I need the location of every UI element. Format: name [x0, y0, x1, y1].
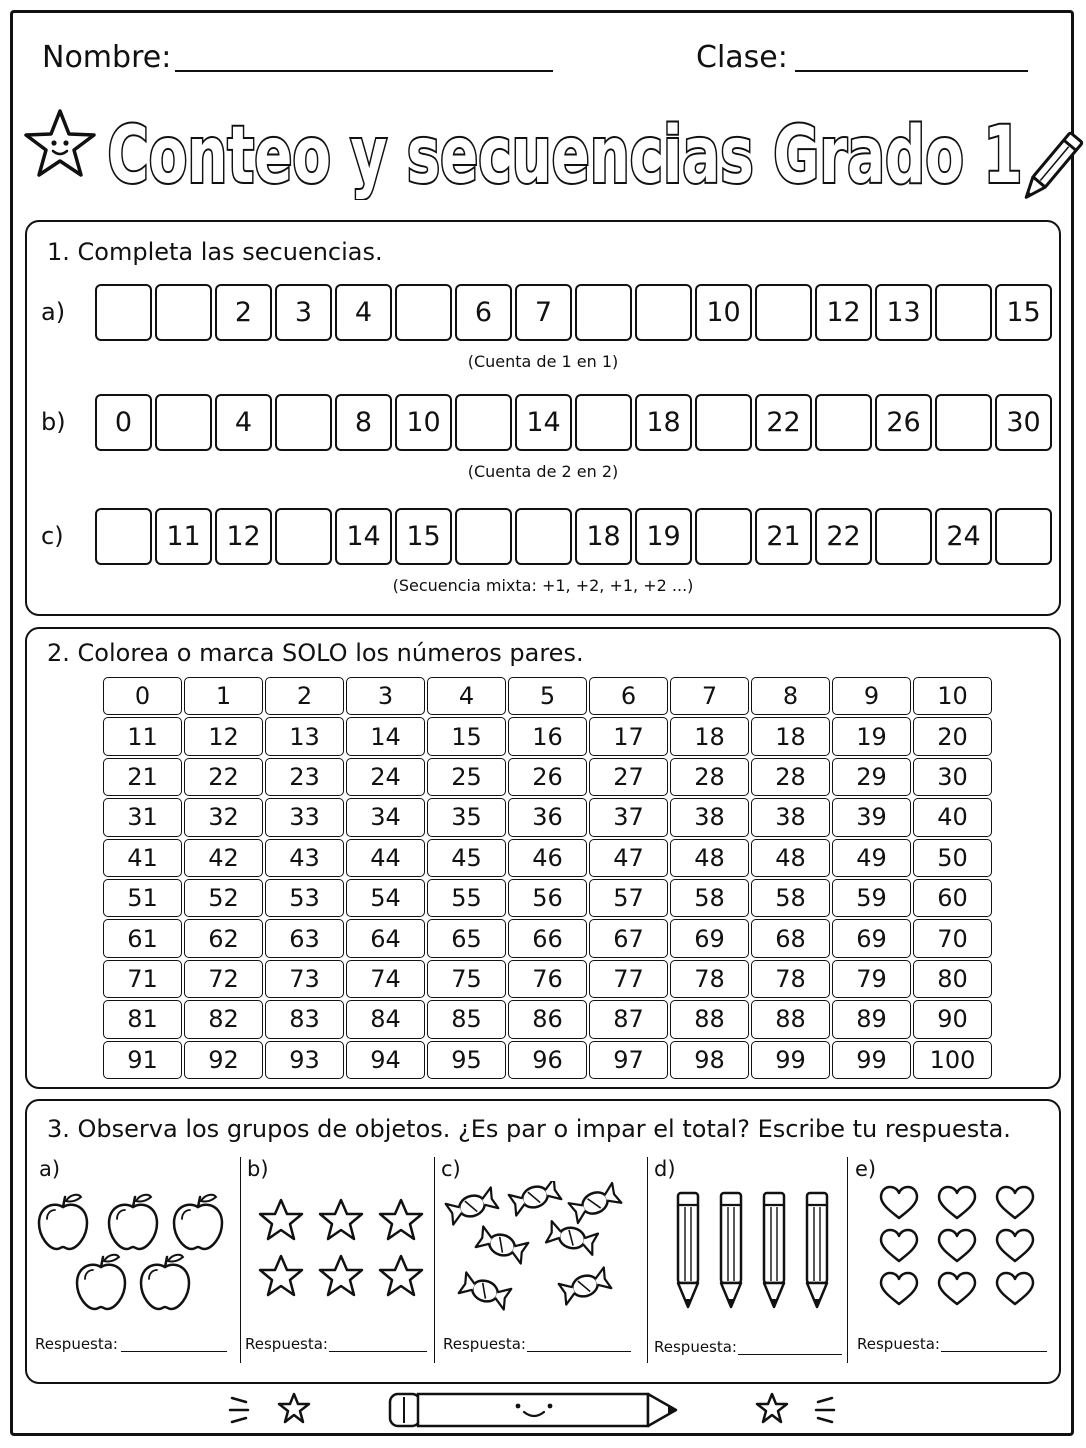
number-cell[interactable]: 30	[913, 758, 992, 796]
number-cell[interactable]: 88	[751, 1000, 830, 1038]
number-cell[interactable]: 61	[103, 919, 182, 957]
group-c	[435, 1153, 645, 1368]
group-a	[33, 1153, 238, 1368]
number-cell[interactable]: 41	[103, 839, 182, 877]
svg-text:Conteo y secuencias Grado 1: Conteo y secuencias Grado 1	[107, 111, 1023, 200]
number-cell[interactable]: 69	[832, 919, 911, 957]
number-cell[interactable]: 84	[346, 1000, 425, 1038]
sequence-box: 0	[95, 394, 152, 451]
number-cell[interactable]: 23	[265, 758, 344, 796]
sequence-hint: (Cuenta de 1 en 1)	[467, 352, 619, 371]
number-cell[interactable]: 90	[913, 1000, 992, 1038]
sequence-box[interactable]	[155, 284, 212, 341]
apple-icon	[174, 1195, 222, 1249]
smiling-star-icon	[20, 105, 100, 185]
class-label: Clase:	[696, 40, 788, 75]
number-cell[interactable]: 44	[346, 839, 425, 877]
answer-line[interactable]	[738, 1354, 842, 1355]
sequence-box: 14	[515, 394, 572, 451]
heart-group	[849, 1181, 1059, 1331]
star-icon	[757, 1394, 787, 1422]
number-cell[interactable]: 79	[832, 960, 911, 998]
section-sequences	[25, 220, 1061, 616]
pencil-icon	[807, 1193, 827, 1307]
number-cell[interactable]: 52	[184, 879, 263, 917]
number-cell[interactable]: 46	[508, 839, 587, 877]
number-cell[interactable]: 69	[670, 919, 749, 957]
heart-icon	[881, 1230, 917, 1261]
number-cell[interactable]: 96	[508, 1041, 587, 1079]
sequence-box: 12	[215, 508, 272, 565]
sequence-box: 19	[635, 508, 692, 565]
number-cell[interactable]: 57	[589, 879, 668, 917]
number-cell[interactable]: 24	[346, 758, 425, 796]
number-cell[interactable]: 100	[913, 1041, 992, 1079]
number-cell[interactable]: 55	[427, 879, 506, 917]
answer-line[interactable]	[941, 1351, 1047, 1352]
answer-line[interactable]	[329, 1351, 427, 1352]
sequence-box[interactable]	[875, 508, 932, 565]
number-cell[interactable]: 11	[103, 717, 182, 755]
number-cell[interactable]: 15	[427, 717, 506, 755]
sequence-box: 13	[875, 284, 932, 341]
sequence-box[interactable]	[95, 508, 152, 565]
sequence-box: 12	[815, 284, 872, 341]
apple-icon	[39, 1195, 87, 1249]
sequence-boxes	[95, 284, 1052, 341]
heart-icon	[881, 1187, 917, 1218]
sequence-label: b)	[41, 408, 66, 436]
number-cell[interactable]: 9	[832, 677, 911, 715]
class-answer-line[interactable]	[795, 70, 1028, 72]
sequence-box[interactable]	[455, 508, 512, 565]
star-icon	[380, 1200, 422, 1239]
number-cell[interactable]: 71	[103, 960, 182, 998]
answer-label: Respuesta:	[654, 1338, 737, 1356]
number-cell[interactable]: 21	[103, 758, 182, 796]
apple-group	[33, 1181, 233, 1331]
answer-label: Respuesta:	[245, 1335, 328, 1353]
sequence-box[interactable]	[575, 394, 632, 451]
sequence-box[interactable]	[455, 394, 512, 451]
pencil-icon	[1012, 126, 1086, 212]
number-cell[interactable]: 97	[589, 1041, 668, 1079]
number-cell[interactable]: 48	[751, 839, 830, 877]
sequence-row-a	[41, 284, 1051, 344]
star-icon	[320, 1200, 362, 1239]
number-cell[interactable]: 75	[427, 960, 506, 998]
candy-icon	[476, 1226, 529, 1263]
sequence-box[interactable]	[275, 508, 332, 565]
sequence-hint: (Cuenta de 2 en 2)	[467, 462, 619, 481]
sequence-box[interactable]	[395, 284, 452, 341]
number-cell[interactable]: 7	[670, 677, 749, 715]
candy-icon	[509, 1181, 562, 1216]
sequence-box: 18	[635, 394, 692, 451]
number-cell[interactable]: 49	[832, 839, 911, 877]
number-cell[interactable]: 48	[670, 839, 749, 877]
group-b	[241, 1153, 433, 1368]
motion-lines-icon	[816, 1398, 834, 1422]
number-cell[interactable]: 12	[184, 717, 263, 755]
number-cell[interactable]: 91	[103, 1041, 182, 1079]
section-title: 3. Observa los grupos de objetos. ¿Es par o impar el total? Escribe tu respuesta.	[47, 1115, 1011, 1143]
sequence-hint: (Secuencia mixta: +1, +2, +1, +2 ...)	[392, 576, 694, 595]
pencil-group	[648, 1181, 846, 1331]
number-cell[interactable]: 20	[913, 717, 992, 755]
number-cell[interactable]: 4	[427, 677, 506, 715]
sequence-box: 4	[335, 284, 392, 341]
number-cell[interactable]: 35	[427, 798, 506, 836]
number-cell[interactable]: 19	[832, 717, 911, 755]
sequence-box: 10	[695, 284, 752, 341]
sequence-box: 30	[995, 394, 1052, 451]
number-cell[interactable]: 99	[751, 1041, 830, 1079]
number-cell[interactable]: 72	[184, 960, 263, 998]
number-cell[interactable]: 62	[184, 919, 263, 957]
number-cell[interactable]: 25	[427, 758, 506, 796]
number-cell[interactable]: 38	[751, 798, 830, 836]
star-group	[241, 1181, 431, 1331]
number-cell[interactable]: 58	[751, 879, 830, 917]
answer-label: Respuesta:	[857, 1335, 940, 1353]
heart-icon	[997, 1273, 1033, 1304]
pencil-icon	[764, 1193, 784, 1307]
star-icon	[260, 1256, 302, 1295]
number-cell[interactable]: 78	[670, 960, 749, 998]
candy-icon	[559, 1267, 612, 1304]
sequence-box[interactable]	[95, 284, 152, 341]
sequence-box[interactable]	[695, 394, 752, 451]
sequence-box: 22	[755, 394, 812, 451]
number-cell[interactable]: 18	[670, 717, 749, 755]
number-cell[interactable]: 16	[508, 717, 587, 755]
star-icon	[380, 1256, 422, 1295]
number-cell[interactable]: 14	[346, 717, 425, 755]
sequence-box: 7	[515, 284, 572, 341]
page-title	[100, 100, 1030, 200]
group-letter: b)	[247, 1157, 269, 1181]
sequence-box: 21	[755, 508, 812, 565]
answer-line[interactable]	[527, 1351, 631, 1352]
candy-icon	[569, 1183, 622, 1223]
number-cell[interactable]: 83	[265, 1000, 344, 1038]
sequence-box: 22	[815, 508, 872, 565]
number-cell[interactable]: 27	[589, 758, 668, 796]
group-letter: d)	[654, 1157, 676, 1181]
sequence-boxes	[95, 508, 1052, 565]
sequence-box: 10	[395, 394, 452, 451]
heart-icon	[939, 1230, 975, 1261]
number-cell[interactable]: 89	[832, 1000, 911, 1038]
number-cell[interactable]: 37	[589, 798, 668, 836]
sequence-box[interactable]	[935, 284, 992, 341]
number-cell[interactable]: 92	[184, 1041, 263, 1079]
number-cell[interactable]: 28	[751, 758, 830, 796]
sequence-box[interactable]	[995, 508, 1052, 565]
sequence-box[interactable]	[695, 508, 752, 565]
candy-icon	[446, 1187, 499, 1224]
star-icon	[279, 1394, 309, 1422]
heart-icon	[997, 1187, 1033, 1218]
candy-group	[435, 1181, 645, 1331]
sequence-box[interactable]	[755, 284, 812, 341]
number-cell[interactable]: 18	[751, 717, 830, 755]
number-cell[interactable]: 80	[913, 960, 992, 998]
number-cell[interactable]: 70	[913, 919, 992, 957]
number-cell[interactable]: 77	[589, 960, 668, 998]
name-label: Nombre:	[42, 40, 172, 75]
number-cell[interactable]: 5	[508, 677, 587, 715]
number-cell[interactable]: 65	[427, 919, 506, 957]
number-cell[interactable]: 51	[103, 879, 182, 917]
number-cell[interactable]: 86	[508, 1000, 587, 1038]
number-cell[interactable]: 3	[346, 677, 425, 715]
object-groups	[27, 1153, 1059, 1373]
apple-icon	[77, 1255, 125, 1309]
number-cell[interactable]: 60	[913, 879, 992, 917]
number-cell[interactable]: 64	[346, 919, 425, 957]
footer-decoration	[220, 1384, 860, 1436]
name-answer-line[interactable]	[175, 70, 553, 72]
heart-icon	[881, 1273, 917, 1304]
heart-icon	[939, 1187, 975, 1218]
number-cell[interactable]: 47	[589, 839, 668, 877]
section-title: 1. Completa las secuencias.	[47, 238, 383, 266]
answer-line[interactable]	[121, 1351, 227, 1352]
number-cell[interactable]: 68	[751, 919, 830, 957]
candy-icon	[546, 1221, 598, 1255]
number-cell[interactable]: 53	[265, 879, 344, 917]
number-cell[interactable]: 58	[670, 879, 749, 917]
sequence-box: 14	[335, 508, 392, 565]
group-e	[849, 1153, 1059, 1368]
number-cell[interactable]: 36	[508, 798, 587, 836]
number-cell[interactable]: 17	[589, 717, 668, 755]
heart-icon	[997, 1230, 1033, 1261]
number-cell[interactable]: 34	[346, 798, 425, 836]
sequence-box: 26	[875, 394, 932, 451]
number-cell[interactable]: 8	[751, 677, 830, 715]
number-cell[interactable]: 54	[346, 879, 425, 917]
candy-icon	[459, 1272, 512, 1309]
sequence-box: 4	[215, 394, 272, 451]
number-cell[interactable]: 6	[589, 677, 668, 715]
number-cell[interactable]: 32	[184, 798, 263, 836]
star-icon	[260, 1200, 302, 1239]
number-cell[interactable]: 13	[265, 717, 344, 755]
sequence-box[interactable]	[815, 394, 872, 451]
number-cell[interactable]: 74	[346, 960, 425, 998]
number-cell[interactable]: 67	[589, 919, 668, 957]
number-cell[interactable]: 10	[913, 677, 992, 715]
pencil-icon	[678, 1193, 698, 1307]
divider	[847, 1157, 848, 1363]
number-cell[interactable]: 98	[670, 1041, 749, 1079]
sequence-box[interactable]	[935, 394, 992, 451]
number-cell[interactable]: 40	[913, 798, 992, 836]
section-title: 2. Colorea o marca SOLO los números pares.	[47, 639, 584, 667]
sequence-box[interactable]	[515, 508, 572, 565]
number-grid	[103, 677, 992, 1079]
number-cell[interactable]: 56	[508, 879, 587, 917]
sequence-box: 15	[995, 284, 1052, 341]
sequence-box: 2	[215, 284, 272, 341]
section-odd-even-groups	[25, 1099, 1061, 1384]
number-cell[interactable]: 63	[265, 919, 344, 957]
answer-label: Respuesta:	[35, 1335, 118, 1353]
sequence-box: 8	[335, 394, 392, 451]
section-even-numbers	[25, 627, 1061, 1089]
number-cell[interactable]: 82	[184, 1000, 263, 1038]
sequence-box: 11	[155, 508, 212, 565]
number-cell[interactable]: 95	[427, 1041, 506, 1079]
number-cell[interactable]: 66	[508, 919, 587, 957]
number-cell[interactable]: 28	[670, 758, 749, 796]
group-letter: e)	[855, 1157, 877, 1181]
number-cell[interactable]: 78	[751, 960, 830, 998]
sequence-row-b	[41, 394, 1051, 454]
sequence-box[interactable]	[575, 284, 632, 341]
sequence-row-c	[41, 508, 1051, 568]
sequence-label: c)	[41, 522, 64, 550]
number-cell[interactable]: 0	[103, 677, 182, 715]
sequence-label: a)	[41, 298, 66, 326]
number-cell[interactable]: 26	[508, 758, 587, 796]
number-cell[interactable]: 81	[103, 1000, 182, 1038]
number-cell[interactable]: 42	[184, 839, 263, 877]
group-letter: c)	[441, 1157, 461, 1181]
number-cell[interactable]: 87	[589, 1000, 668, 1038]
group-d	[648, 1153, 846, 1368]
number-cell[interactable]: 85	[427, 1000, 506, 1038]
pencil-icon	[721, 1193, 741, 1307]
number-cell[interactable]: 59	[832, 879, 911, 917]
apple-icon	[109, 1195, 157, 1249]
smiling-pencil-icon	[390, 1394, 676, 1426]
sequence-box: 18	[575, 508, 632, 565]
sequence-box: 15	[395, 508, 452, 565]
sequence-box[interactable]	[155, 394, 212, 451]
number-cell[interactable]: 99	[832, 1041, 911, 1079]
number-cell[interactable]: 39	[832, 798, 911, 836]
sequence-box: 3	[275, 284, 332, 341]
number-cell[interactable]: 38	[670, 798, 749, 836]
sequence-box: 6	[455, 284, 512, 341]
sequence-box: 24	[935, 508, 992, 565]
number-cell[interactable]: 29	[832, 758, 911, 796]
number-cell[interactable]: 45	[427, 839, 506, 877]
number-cell[interactable]: 33	[265, 798, 344, 836]
number-cell[interactable]: 94	[346, 1041, 425, 1079]
apple-icon	[141, 1255, 189, 1309]
group-letter: a)	[39, 1157, 61, 1181]
star-icon	[320, 1256, 362, 1295]
number-cell[interactable]: 2	[265, 677, 344, 715]
number-cell[interactable]: 76	[508, 960, 587, 998]
number-cell[interactable]: 43	[265, 839, 344, 877]
sequence-box[interactable]	[275, 394, 332, 451]
number-cell[interactable]: 93	[265, 1041, 344, 1079]
number-cell[interactable]: 31	[103, 798, 182, 836]
heart-icon	[939, 1273, 975, 1304]
number-cell[interactable]: 73	[265, 960, 344, 998]
number-cell[interactable]: 22	[184, 758, 263, 796]
sequence-boxes	[95, 394, 1052, 451]
number-cell[interactable]: 88	[670, 1000, 749, 1038]
number-cell[interactable]: 50	[913, 839, 992, 877]
motion-lines-icon	[230, 1398, 248, 1422]
sequence-box[interactable]	[635, 284, 692, 341]
number-cell[interactable]: 1	[184, 677, 263, 715]
answer-label: Respuesta:	[443, 1335, 526, 1353]
